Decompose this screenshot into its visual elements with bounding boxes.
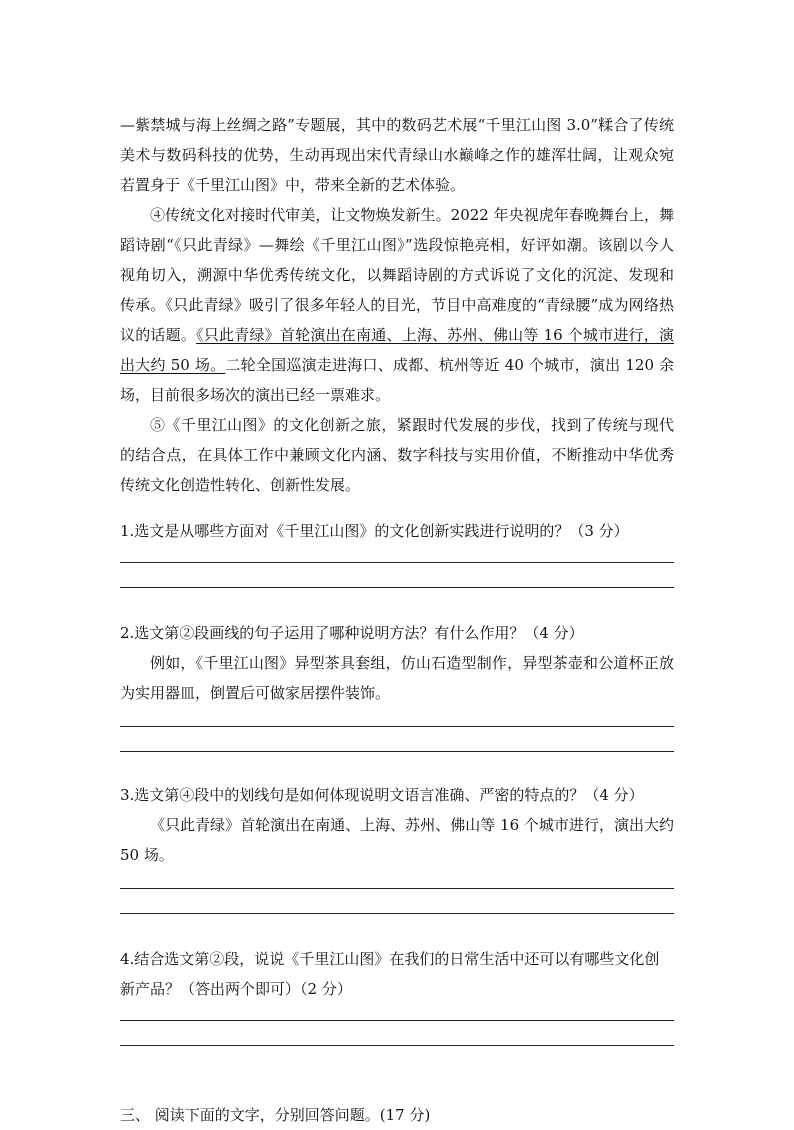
question-1-block xyxy=(120,516,674,588)
underlined-sentence: 《只此青绿》首轮演出在南通、上海、苏州、佛山等 16 个城市进行，演出大约 50 场。 xyxy=(120,326,674,374)
answer-line[interactable] xyxy=(120,888,674,889)
document-page xyxy=(120,110,674,1130)
question-1: 1.选文是从哪些方面对《千里江山图》的文化创新实践进行说明的？（3 分） xyxy=(120,522,629,540)
question-3-quote: 《只此青绿》首轮演出在南通、上海、苏州、佛山等 16 个城市进行，演出大约 50 场。 xyxy=(120,816,674,864)
answer-line[interactable] xyxy=(120,913,674,914)
passage-paragraph-3: —紫禁城与海上丝绸之路”专题展，其中的数码艺术展“千里江山图 3.0”糅合了传统美术与数码科技的优势，生动再现出宋代青绿山水巅峰之作的雄浑壮阔，让观众宛若置身于《千里江山图》中，带来全新的艺术体验。 xyxy=(120,116,674,194)
question-4-block xyxy=(120,944,674,1046)
passage-paragraph-5: ⑤《千里江山图》的文化创新之旅，紧跟时代发展的步伐，找到了传统与现代的结合点，在具体工作中兼顾文化内涵、数字科技与实用价值，不断推动中华优秀传统文化创造性转化、创新性发展。 xyxy=(120,416,674,494)
question-2: 2.选文第②段画线的句子运用了哪种说明方法？有什么作用？（4 分） xyxy=(120,624,584,642)
paragraph-4-text-before: ④传统文化对接时代审美，让文物焕发新生。2022 年央视虎年春晚舞台上，舞蹈诗剧“《只此青绿》—舞绘《千里江山图》”选段惊艳亮相，好评如潮。该剧以今人视角切入，溯源中华优秀传统文化，以舞蹈诗剧的方式诉说了文化的沉淀、发现和传承。《只此青绿》吸引了很多年轻人的目光，节目中高难度的“青绿腰”成为网络热议的话题。 xyxy=(120,206,674,344)
passage-paragraph-4 xyxy=(120,200,674,410)
answer-line[interactable] xyxy=(120,562,674,563)
question-4: 4.结合选文第②段，说说《千里江山图》在我们的日常生活中还可以有哪些文化创新产品？（答出两个即可）（2 分） xyxy=(120,950,660,998)
answer-line[interactable] xyxy=(120,1045,674,1046)
question-3-block xyxy=(120,780,674,914)
paragraph-4-text-after: 二轮全国巡演走进海口、成都、杭州等近 40 个城市，演出 120 余场，目前很多场次的演出已经一票难求。 xyxy=(120,356,674,404)
question-3: 3.选文第④段中的划线句是如何体现说明文语言准确、严密的特点的？（4 分） xyxy=(120,786,644,804)
answer-line[interactable] xyxy=(120,1020,674,1021)
answer-line[interactable] xyxy=(120,587,674,588)
question-2-quote: 例如，《千里江山图》异型茶具套组，仿山石造型制作，异型茶壶和公道杯正放为实用器皿，倒置后可做家居摆件装饰。 xyxy=(120,654,674,702)
answer-line[interactable] xyxy=(120,751,674,752)
question-2-block xyxy=(120,618,674,752)
section-3-title: 三、 阅读下面的文字，分别回答问题。(17 分) xyxy=(120,1106,431,1124)
answer-line[interactable] xyxy=(120,726,674,727)
